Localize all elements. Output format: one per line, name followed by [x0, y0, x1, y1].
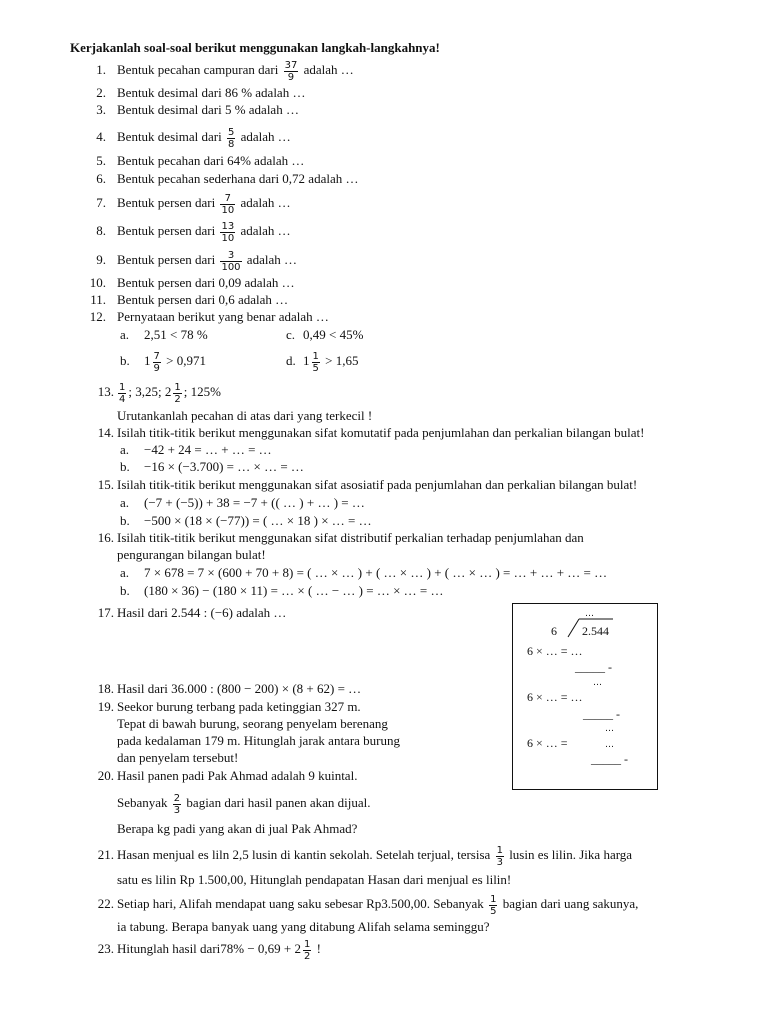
fraction: $\frac{7}{10}$ — [221, 192, 235, 216]
fraction: $\frac{1}{5}$ — [312, 350, 319, 374]
remainder-1: … — [593, 678, 602, 688]
question-17: Hasil dari 2.544 : (−6) adalah … — [117, 605, 287, 620]
remainder-2: … — [605, 724, 614, 734]
question-12: Pernyataan berikut yang benar adalah … — [117, 309, 329, 324]
question-21-line: satu es lilin Rp 1.500,00, Hitunglah pendapatan Hasan dari menjual es lilin! — [117, 872, 512, 887]
option-label: a. — [120, 565, 130, 580]
question-19: Seekor burung terbang pada ketinggian 327 m. — [117, 699, 361, 714]
divisor: 6 — [551, 624, 557, 638]
question-19-line: pada kedalaman 179 m. Hitunglah jarak antara burung — [117, 733, 401, 748]
question-number: 17. — [97, 605, 114, 620]
question-2: Bentuk desimal dari 86 % adalah … — [117, 85, 306, 100]
option-label: b. — [120, 513, 130, 528]
question-13: $\frac{1}{4}$ ; 3,25; 2 $\frac{1}{2}$ ; 125% — [119, 381, 221, 405]
question-5: Bentuk pecahan dari 64% adalah … — [117, 153, 305, 168]
question-number: 8. — [96, 223, 106, 238]
option-label: b. — [120, 583, 130, 598]
question-3: Bentuk desimal dari 5 % adalah … — [117, 102, 299, 117]
question-20-line: Berapa kg padi yang akan di jual Pak Ahmad? — [117, 821, 358, 836]
question-number: 3. — [96, 102, 106, 117]
option-label: b. — [120, 459, 130, 474]
option-c: 0,49 < 45% — [303, 327, 364, 342]
question-20-line: Sebanyak $\frac{2}{3}$ bagian dari hasil panen akan dijual. — [117, 792, 371, 816]
step-3-blank: … — [605, 740, 614, 750]
option-label: a. — [120, 442, 130, 457]
question-number: 13. — [97, 384, 114, 399]
option-b: 1 $\frac{7}{9}$ > 0,971 — [144, 350, 206, 374]
quotient-blank: … — [585, 609, 594, 619]
option-a: 7 × 678 = 7 × (600 + 70 + 8) = ( … × … ) + ( … × … ) + ( … × … ) = … + … + … = … — [144, 565, 608, 580]
fraction: $\frac{7}{9}$ — [153, 350, 160, 374]
question-number: 14. — [97, 425, 114, 440]
step-2: 6 × … = … — [527, 690, 583, 704]
option-label: c. — [286, 327, 296, 342]
option-b: −500 × (18 × (−77)) = ( … × 18 ) × … = … — [144, 513, 372, 528]
question-18: Hasil dari 36.000 : (800 − 200) × (8 + 62) = … — [117, 681, 362, 696]
question-number: 20. — [97, 768, 114, 783]
long-division-box — [512, 603, 658, 790]
fraction: $\frac{1}{2}$ — [174, 381, 181, 405]
question-11: Bentuk persen dari 0,6 adalah … — [117, 292, 289, 307]
fraction: $\frac{37}{9}$ — [284, 59, 298, 83]
question-8: Bentuk persen dari $\frac{13}{10}$ adalah … — [117, 220, 291, 244]
question-number: 16. — [97, 530, 114, 545]
option-d: 1 $\frac{1}{5}$ > 1,65 — [303, 350, 359, 374]
option-a: (−7 + (−5)) + 38 = −7 + (( … ) + … ) = … — [144, 495, 365, 510]
question-number: 21. — [97, 847, 114, 862]
option-a: −42 + 24 = … + … = … — [144, 442, 272, 457]
question-19-line: Tepat di bawah burung, seorang penyelam berenang — [117, 716, 388, 731]
question-number: 12. — [89, 309, 106, 324]
fraction: $\frac{1}{4}$ — [119, 381, 126, 405]
question-number: 11. — [90, 292, 106, 307]
option-label: a. — [120, 495, 130, 510]
option-a: 2,51 < 78 % — [144, 327, 208, 342]
dividend: 2.544 — [582, 624, 609, 638]
option-b: (180 × 36) − (180 × 11) = … × ( … − … ) = … × … = … — [144, 583, 444, 598]
question-20: Hasil panen padi Pak Ahmad adalah 9 kuintal. — [117, 768, 358, 783]
option-label: b. — [120, 353, 130, 368]
option-b: −16 × (−3.700) = … × … = … — [144, 459, 304, 474]
subtract-line-3: _____ - — [591, 752, 628, 766]
option-label: a. — [120, 327, 130, 342]
question-21: Hasan menjual es liln 2,5 lusin di kantin sekolah. Setelah terjual, tersisa $\frac{1}{3}$ lusin es lilin. Jika harga — [117, 844, 633, 868]
question-number: 18. — [97, 681, 114, 696]
question-number: 2. — [96, 85, 106, 100]
subtract-line-1: _____ - — [575, 660, 612, 674]
question-1: Bentuk pecahan campuran dari $\frac{37}{9}$ adalah … — [117, 59, 354, 83]
question-16: Isilah titik-titik berikut menggunakan sifat distributif perkalian terhadap penjumlahan dan — [117, 530, 584, 545]
question-number: 23. — [97, 941, 114, 956]
question-number: 4. — [96, 129, 106, 144]
question-number: 15. — [97, 477, 114, 492]
question-22: Setiap hari, Alifah mendapat uang saku sebesar Rp3.500,00. Sebanyak $\frac{1}{5}$ bagian dari uang sakunya, — [117, 893, 639, 917]
question-7: Bentuk persen dari $\frac{7}{10}$ adalah … — [117, 192, 291, 216]
question-9: Bentuk persen dari $\frac{3}{100}$ adalah … — [117, 249, 297, 273]
question-number: 9. — [96, 252, 106, 267]
question-19-line: dan penyelam tersebut! — [117, 750, 239, 765]
question-13-instruction: Urutankanlah pecahan di atas dari yang terkecil ! — [117, 408, 373, 423]
question-6: Bentuk pecahan sederhana dari 0,72 adalah … — [117, 171, 359, 186]
question-number: 22. — [97, 896, 114, 911]
fraction: $\frac{1}{3}$ — [496, 844, 503, 868]
question-16-cont: pengurangan bilangan bulat! — [117, 547, 266, 562]
question-number: 1. — [96, 62, 106, 77]
question-10: Bentuk persen dari 0,09 adalah … — [117, 275, 295, 290]
fraction: $\frac{2}{3}$ — [173, 792, 181, 816]
fraction: $\frac{13}{10}$ — [221, 220, 235, 244]
subtract-line-2: _____ - — [583, 707, 620, 721]
question-number: 7. — [96, 195, 106, 210]
option-label: d. — [286, 353, 296, 368]
question-number: 10. — [89, 275, 106, 290]
question-number: 5. — [96, 153, 106, 168]
question-number: 19. — [97, 699, 114, 714]
fraction: $\frac{5}{8}$ — [227, 126, 235, 150]
question-14: Isilah titik-titik berikut menggunakan sifat komutatif pada penjumlahan dan perkalian bilangan bulat! — [117, 425, 645, 440]
question-23: Hitunglah hasil dari78% − 0,69 + 2 $\frac{1}{2}$ ! — [117, 938, 321, 962]
question-22-line: ia tabung. Berapa banyak uang yang ditabung Alifah selama seminggu? — [117, 919, 490, 934]
question-15: Isilah titik-titik berikut menggunakan sifat asosiatif pada penjumlahan dan perkalian bilangan bulat! — [117, 477, 638, 492]
question-number: 6. — [96, 171, 106, 186]
question-4: Bentuk desimal dari $\frac{5}{8}$ adalah … — [117, 126, 291, 150]
step-1: 6 × … = … — [527, 644, 583, 658]
step-3: 6 × … = — [527, 736, 568, 750]
fraction: $\frac{1}{5}$ — [490, 893, 497, 917]
fraction: $\frac{1}{2}$ — [304, 938, 311, 962]
page-title: Kerjakanlah soal-soal berikut menggunakan langkah-langkahnya! — [70, 40, 440, 55]
fraction: $\frac{3}{100}$ — [221, 249, 241, 273]
